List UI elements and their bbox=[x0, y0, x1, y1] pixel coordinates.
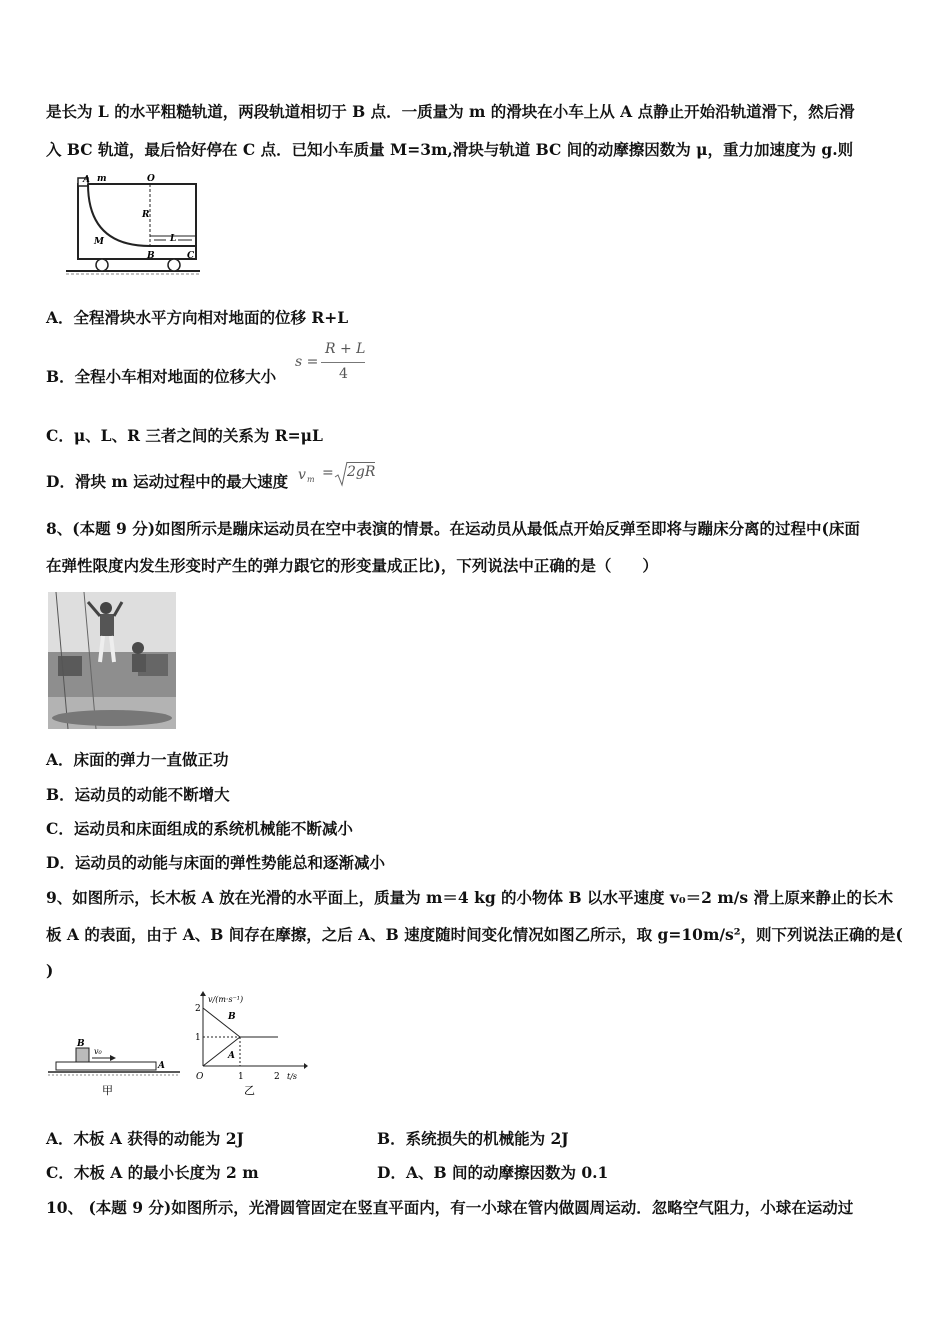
formula-v-sub: m bbox=[307, 475, 315, 484]
figure-yi-caption: 乙 bbox=[244, 1084, 255, 1097]
q9-text-line2: 板 A 的表面，由于 A、B 间存在摩擦，之后 A、B 速度随时间变化情况如图乙所示，取 g=10m/s²，则下列说法正确的是( bbox=[46, 925, 903, 944]
q9-option-b: B．系统损失的机械能为 2J bbox=[377, 1129, 569, 1148]
q9-option-c: C．木板 A 的最小长度为 2 m bbox=[46, 1163, 259, 1182]
graph-line-a-label: A bbox=[228, 1051, 235, 1061]
mass-m-label: m bbox=[97, 174, 107, 184]
q7-option-b-formula bbox=[295, 340, 375, 386]
formula-v: v bbox=[298, 467, 306, 483]
q9-text-line1: 9、如图所示，长木板 A 放在光滑的水平面上，质量为 m＝4 kg 的小物体 B 以水平速度 v₀＝2 m/s 滑上原来静止的长木 bbox=[46, 888, 894, 907]
board-block-figure bbox=[46, 1038, 186, 1098]
velocity-time-graph bbox=[188, 990, 308, 1100]
formula-radicand: 2gR bbox=[347, 464, 376, 480]
q8-option-a: A．床面的弹力一直做正功 bbox=[46, 750, 229, 769]
formula-numerator: R + L bbox=[325, 341, 366, 357]
point-b-label: B bbox=[147, 251, 155, 261]
q7-option-a: A．全程滑块水平方向相对地面的位移 R+L bbox=[46, 308, 349, 327]
graph-y-axis-label: v/(m·s⁻¹) bbox=[208, 995, 244, 1004]
trampoline-photo bbox=[48, 592, 176, 729]
cart-m-label: M bbox=[94, 237, 104, 247]
radius-r-label: R bbox=[142, 210, 150, 220]
graph-x-tick-1: 1 bbox=[238, 1072, 244, 1082]
point-a-label: A bbox=[83, 175, 90, 185]
block-b-label: B bbox=[77, 1039, 85, 1049]
board-a-label: A bbox=[158, 1061, 165, 1071]
q7-option-c: C．μ、L、R 三者之间的关系为 R=μL bbox=[46, 426, 323, 445]
point-c-label: C bbox=[187, 251, 195, 261]
q8-text-line2: 在弹性限度内发生形变时产生的弹力跟它的形变量成正比)，下列说法中正确的是（ ） bbox=[46, 556, 658, 575]
formula-eq: = bbox=[322, 465, 334, 481]
q9-option-d: D．A、B 间的动摩擦因数为 0.1 bbox=[377, 1163, 609, 1182]
q9-text-line3: ) bbox=[46, 961, 54, 980]
q7-text-line1: 是长为 L 的水平粗糙轨道，两段轨道相切于 B 点．一质量为 m 的滑块在小车上从 A 点静止开始沿轨道滑下，然后滑 bbox=[46, 102, 855, 121]
point-o-label: O bbox=[147, 174, 155, 184]
q7-option-b: B．全程小车相对地面的位移大小 bbox=[46, 367, 277, 386]
graph-line-b-label: B bbox=[228, 1012, 236, 1022]
graph-x-axis-label: t/s bbox=[287, 1072, 298, 1081]
q7-option-d-formula bbox=[298, 459, 388, 493]
q8-option-b: B．运动员的动能不断增大 bbox=[46, 785, 230, 804]
graph-origin-label: O bbox=[196, 1072, 204, 1082]
q10-text-line1: 10、 (本题 9 分)如图所示，光滑圆管固定在竖直平面内，有一小球在管内做圆周运动．忽略空气阻力，小球在运动过 bbox=[46, 1198, 854, 1217]
formula-denominator: 4 bbox=[339, 366, 348, 382]
figure-jia-caption: 甲 bbox=[102, 1084, 113, 1097]
graph-y-tick-2: 2 bbox=[195, 1004, 201, 1014]
q9-option-a: A．木板 A 获得的动能为 2J bbox=[46, 1129, 244, 1148]
cart-track-figure bbox=[62, 170, 202, 278]
q8-option-c: C．运动员和床面组成的系统机械能不断减小 bbox=[46, 819, 353, 838]
q8-text-line1: 8、(本题 9 分)如图所示是蹦床运动员在空中表演的情景。在运动员从最低点开始反弹至即将与蹦床分离的过程中(床面 bbox=[46, 519, 860, 538]
formula-s: s = bbox=[295, 354, 319, 370]
velocity-v0-label: v₀ bbox=[94, 1047, 102, 1056]
q7-option-d: D．滑块 m 运动过程中的最大速度 bbox=[46, 472, 289, 491]
graph-y-tick-1: 1 bbox=[195, 1033, 201, 1043]
graph-x-tick-2: 2 bbox=[274, 1072, 280, 1082]
q7-text-line2: 入 BC 轨道，最后恰好停在 C 点．已知小车质量 M=3m,滑块与轨道 BC 间的动摩擦因数为 μ，重力加速度为 g.则 bbox=[46, 140, 854, 159]
length-l-label: L bbox=[170, 234, 177, 244]
q8-option-d: D．运动员的动能与床面的弹性势能总和逐渐减小 bbox=[46, 853, 385, 872]
